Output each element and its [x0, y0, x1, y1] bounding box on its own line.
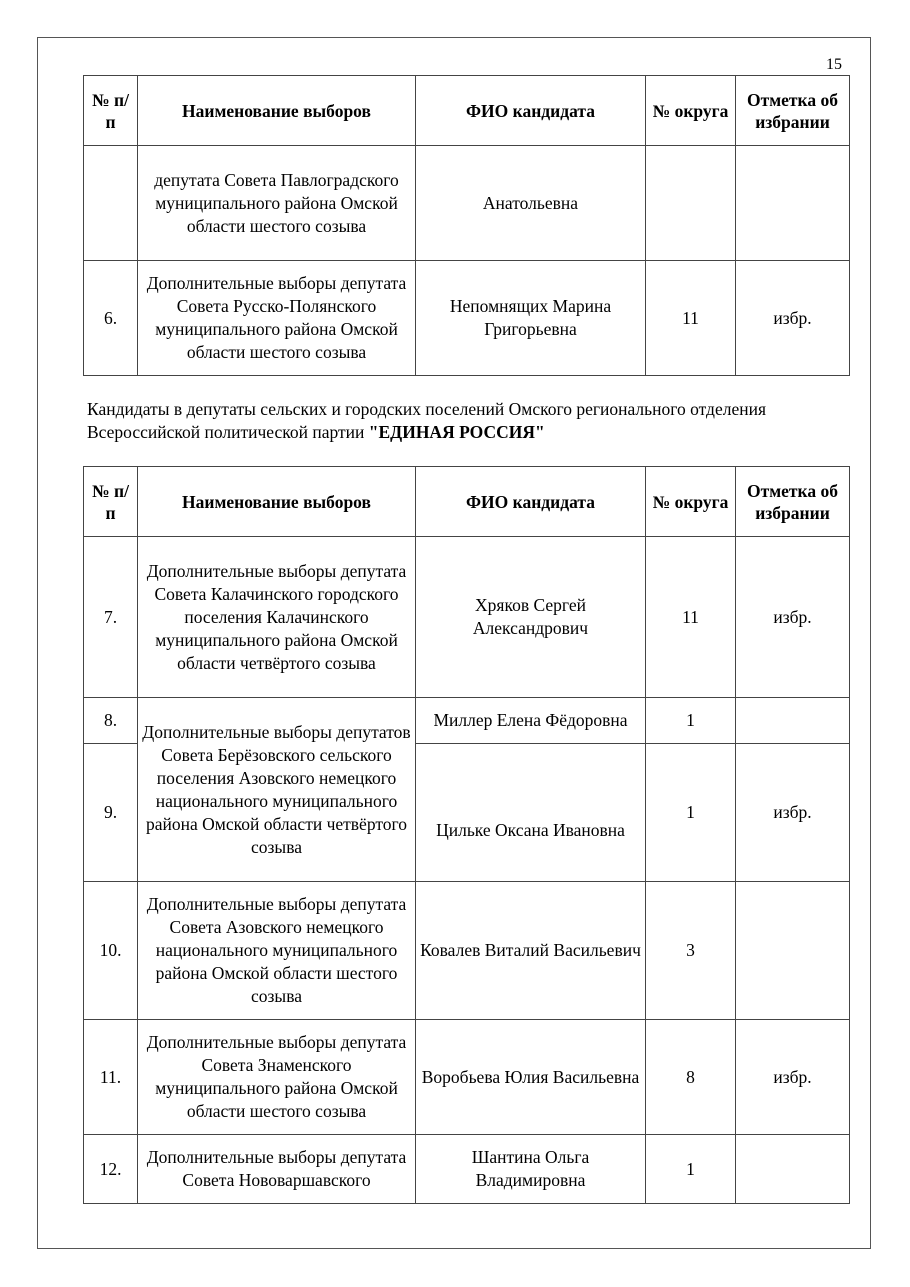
elections-table-district — [83, 75, 850, 376]
row-mark — [736, 1135, 850, 1204]
party-name: "ЕДИНАЯ РОССИЯ" — [368, 422, 545, 442]
row-election-name: Дополнительные выборы депутата Совета Азовского немецкого национального муниципального района Омской области шестого созыва — [138, 882, 416, 1020]
row-okrug: 1 — [646, 698, 736, 744]
row-okrug: 1 — [646, 1135, 736, 1204]
row-candidate: Цильке Оксана Ивановна — [416, 744, 646, 882]
row-mark — [736, 146, 850, 261]
header-num: № п/п — [84, 76, 138, 146]
row-election-name: Дополнительные выборы депутатов Совета Берёзовского сельского поселения Азовского немецкого национального муниципального района Омской области четвёртого созыва — [138, 698, 416, 882]
row-election-name: Дополнительные выборы депутата Совета Калачинского городского поселения Калачинского муниципального района Омской области четвёртого созыва — [138, 537, 416, 698]
row-candidate: Хряков Сергей Александрович — [416, 537, 646, 698]
elections-table-settlements — [83, 466, 850, 1204]
section-caption — [87, 398, 847, 444]
table-header-row — [84, 467, 850, 537]
table-row — [84, 1020, 850, 1135]
row-num: 10. — [84, 882, 138, 1020]
table-row — [84, 1135, 850, 1204]
header-mark: Отметка об избрании — [736, 467, 850, 537]
row-mark: избр. — [736, 744, 850, 882]
header-candidate: ФИО кандидата — [416, 467, 646, 537]
row-okrug: 11 — [646, 537, 736, 698]
table-row — [84, 537, 850, 698]
row-candidate: Анатольевна — [416, 146, 646, 261]
table-row — [84, 146, 850, 261]
header-num: № п/п — [84, 467, 138, 537]
row-num — [84, 146, 138, 261]
row-okrug — [646, 146, 736, 261]
table-row — [84, 882, 850, 1020]
table-row — [84, 698, 850, 744]
table-header-row — [84, 76, 850, 146]
row-num: 12. — [84, 1135, 138, 1204]
row-num: 9. — [84, 744, 138, 882]
header-election-name: Наименование выборов — [138, 76, 416, 146]
row-mark: избр. — [736, 261, 850, 376]
row-election-name: Дополнительные выборы депутата Совета Нововаршавского — [138, 1135, 416, 1204]
row-mark — [736, 698, 850, 744]
page-number: 15 — [826, 56, 842, 73]
row-num: 7. — [84, 537, 138, 698]
row-candidate: Шантина Ольга Владимировна — [416, 1135, 646, 1204]
row-mark — [736, 882, 850, 1020]
header-election-name: Наименование выборов — [138, 467, 416, 537]
row-mark: избр. — [736, 1020, 850, 1135]
header-mark: Отметка об избрании — [736, 76, 850, 146]
header-okrug: № округа — [646, 467, 736, 537]
row-election-name: депутата Совета Павлоградского муниципального района Омской области шестого созыва — [138, 146, 416, 261]
row-okrug: 8 — [646, 1020, 736, 1135]
row-candidate: Миллер Елена Фёдоровна — [416, 698, 646, 744]
header-candidate: ФИО кандидата — [416, 76, 646, 146]
row-okrug: 3 — [646, 882, 736, 1020]
header-okrug: № округа — [646, 76, 736, 146]
row-candidate: Воробьева Юлия Васильевна — [416, 1020, 646, 1135]
row-candidate: Ковалев Виталий Васильевич — [416, 882, 646, 1020]
row-candidate: Непомнящих Марина Григорьевна — [416, 261, 646, 376]
row-mark: избр. — [736, 537, 850, 698]
row-num: 8. — [84, 698, 138, 744]
row-num: 11. — [84, 1020, 138, 1135]
row-okrug: 11 — [646, 261, 736, 376]
row-okrug: 1 — [646, 744, 736, 882]
table-row — [84, 261, 850, 376]
row-election-name: Дополнительные выборы депутата Совета Знаменского муниципального района Омской области шестого созыва — [138, 1020, 416, 1135]
row-num: 6. — [84, 261, 138, 376]
section-caption-text: Кандидаты в депутаты сельских и городских поселений Омского регионального отделения Всероссийской политической партии — [87, 399, 766, 442]
row-election-name: Дополнительные выборы депутата Совета Русско-Полянского муниципального района Омской области шестого созыва — [138, 261, 416, 376]
